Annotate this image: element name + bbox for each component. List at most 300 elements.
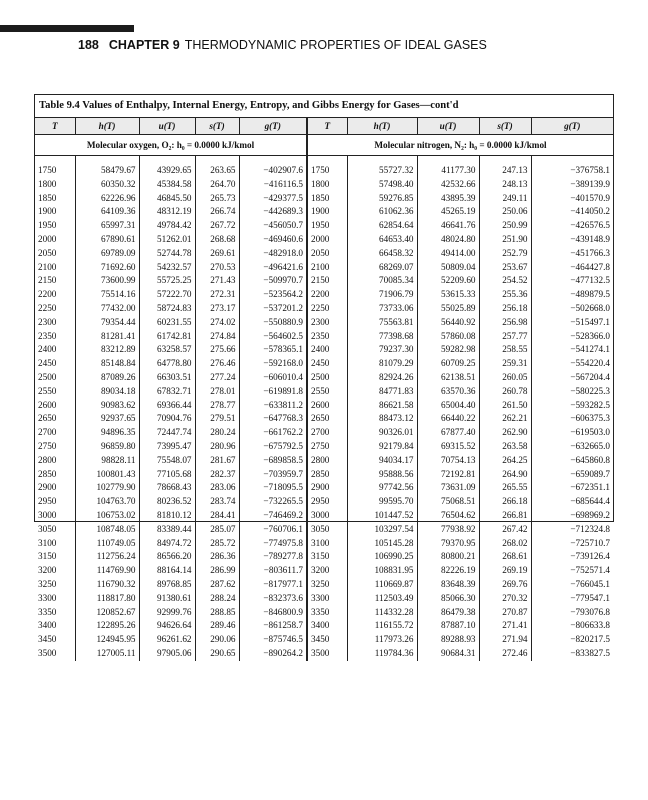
table-cell: 3400 (38, 620, 57, 631)
table-cell: 2750 (307, 440, 347, 454)
right-group-label: Molecular nitrogen, N₂: h₀ = 0.0000 kJ/kmol (307, 135, 613, 156)
table-cell: 286.99 (195, 564, 239, 578)
table-cell: 263.58 (479, 440, 531, 454)
table-cell: 101447.52 (347, 509, 417, 523)
table-cell: 87887.10 (417, 619, 479, 633)
table-cell: 2000 (307, 233, 347, 247)
table-cell: −593282.5 (531, 399, 613, 413)
table-cell: 3100 (38, 537, 57, 548)
table-cell: 49784.42 (139, 219, 195, 233)
table-cell: 86621.58 (347, 399, 417, 413)
table-cell: 251.90 (479, 233, 531, 247)
table-cell: −789277.8 (239, 550, 307, 564)
table-cell: 290.65 (195, 647, 239, 661)
table-cell: −703959.7 (239, 468, 307, 482)
table-cell: 79354.44 (75, 316, 139, 330)
table-cell: 271.41 (479, 619, 531, 633)
table-cell: 92999.76 (139, 606, 195, 620)
table-cell: −496421.6 (239, 261, 307, 275)
table-cell: 2850 (307, 468, 347, 482)
table-cell: 73733.06 (347, 302, 417, 316)
table-cell: −647768.3 (239, 412, 307, 426)
table-row (35, 357, 613, 371)
table-cell: 2650 (38, 413, 57, 424)
table-cell: 3000 (307, 509, 347, 523)
table-cell: 68269.07 (347, 261, 417, 275)
table-cell: −766045.1 (531, 578, 613, 592)
table-cell: 270.87 (479, 606, 531, 620)
table-cell: 280.96 (195, 440, 239, 454)
table-cell: 3400 (307, 619, 347, 633)
table-cell: 96261.62 (139, 633, 195, 647)
table-cell: −820217.5 (531, 633, 613, 647)
table-cell: 46845.50 (139, 192, 195, 206)
table-cell: 90326.01 (347, 426, 417, 440)
table-cell: 1950 (38, 220, 57, 231)
table-cell: 2400 (307, 343, 347, 357)
table-cell: 59282.98 (417, 343, 479, 357)
table-cell: 92937.65 (75, 412, 139, 426)
table-cell: 79370.95 (417, 537, 479, 551)
table-cell: 90684.31 (417, 647, 479, 661)
table-cell: 63258.57 (139, 343, 195, 357)
table-row (35, 606, 613, 620)
table-cell: 271.94 (479, 633, 531, 647)
table-cell: 2950 (38, 496, 57, 507)
table-cell: 110669.87 (347, 578, 417, 592)
table-cell: 95888.56 (347, 468, 417, 482)
table-cell: −817977.1 (239, 578, 307, 592)
table-cell: 89034.18 (75, 385, 139, 399)
column-header: h(T) (75, 118, 139, 135)
table-cell: −746469.2 (239, 509, 307, 523)
table-cell: −890264.2 (239, 647, 307, 661)
table-cell: 57222.70 (139, 288, 195, 302)
table-cell: −402907.6 (239, 164, 307, 178)
table-cell: 3300 (38, 592, 57, 603)
table-cell: 272.31 (195, 288, 239, 302)
table-cell: 88164.14 (139, 564, 195, 578)
table-cell: 104763.70 (75, 495, 139, 509)
chapter-title: THERMODYNAMIC PROPERTIES OF IDEAL GASES (184, 38, 487, 52)
table-row (35, 509, 613, 523)
table-cell: 279.51 (195, 412, 239, 426)
table-cell: 2550 (307, 385, 347, 399)
table-cell: −567204.4 (531, 371, 613, 385)
table-cell: 264.70 (195, 178, 239, 192)
table-row (35, 523, 613, 537)
table-cell: 43895.39 (417, 192, 479, 206)
table-cell: 122895.26 (75, 619, 139, 633)
table-cell: 248.13 (479, 178, 531, 192)
table-cell: 51262.01 (139, 233, 195, 247)
table-cell: 288.85 (195, 606, 239, 620)
table-cell: 85148.84 (75, 357, 139, 371)
table-row (35, 219, 613, 233)
table-cell: 79237.30 (347, 343, 417, 357)
table-cell: −401570.9 (531, 192, 613, 206)
table-cell: 99595.70 (347, 495, 417, 509)
table-cell: 2500 (38, 371, 57, 382)
table-cell: 260.05 (479, 371, 531, 385)
table-row (35, 261, 613, 275)
table-cell: 86479.38 (417, 606, 479, 620)
table-cell: 2100 (38, 261, 57, 272)
table-cell: 97905.06 (139, 647, 195, 661)
table-cell: 3250 (307, 578, 347, 592)
table-caption: Table 9.4 Values of Enthalpy, Internal Energy, Entropy, and Gibbs Energy for Gases—cont'd (39, 100, 459, 111)
table-cell: 3300 (307, 592, 347, 606)
table-cell: 118817.80 (75, 592, 139, 606)
table-cell: 117973.26 (347, 633, 417, 647)
table-cell: 83389.44 (139, 523, 195, 537)
table-cell: 282.37 (195, 468, 239, 482)
table-cell: −619891.8 (239, 385, 307, 399)
table-cell: 2600 (38, 399, 57, 410)
table-row (35, 302, 613, 316)
table-cell: −482918.0 (239, 247, 307, 261)
column-header: u(T) (417, 118, 479, 135)
table-row (35, 495, 613, 509)
table-cell: 119784.36 (347, 647, 417, 661)
table-row (35, 164, 613, 178)
table-cell: 66303.51 (139, 371, 195, 385)
table-cell: 85066.30 (417, 592, 479, 606)
table-cell: 108831.95 (347, 564, 417, 578)
table-cell: −661762.2 (239, 426, 307, 440)
column-header: T (307, 118, 347, 135)
table-row (35, 578, 613, 592)
table-cell: 269.19 (479, 564, 531, 578)
table-cell: 263.65 (195, 164, 239, 178)
table-cell: 108748.05 (75, 523, 139, 537)
table-cell: 271.43 (195, 274, 239, 288)
table-cell: 80800.21 (417, 550, 479, 564)
table-cell: 276.46 (195, 357, 239, 371)
table-cell: 2750 (38, 440, 57, 451)
table-cell: 92179.84 (347, 440, 417, 454)
table-cell: −779547.1 (531, 592, 613, 606)
table-cell: −414050.2 (531, 205, 613, 219)
running-header (78, 38, 487, 52)
table-cell: −537201.2 (239, 302, 307, 316)
table-cell: 2900 (38, 482, 57, 493)
table-cell: 259.31 (479, 357, 531, 371)
table-row (35, 247, 613, 261)
table-cell: 266.18 (479, 495, 531, 509)
table-cell: 264.25 (479, 454, 531, 468)
table-cell: 65997.31 (75, 219, 139, 233)
table-cell: 72192.81 (417, 468, 479, 482)
table-cell: 98828.11 (75, 454, 139, 468)
table-cell: 2300 (38, 316, 57, 327)
table-cell: 70904.76 (139, 412, 195, 426)
table-cell: 274.02 (195, 316, 239, 330)
table-cell: 287.62 (195, 578, 239, 592)
table-cell: −806633.8 (531, 619, 613, 633)
table-cell: −606375.3 (531, 412, 613, 426)
table-cell: 70085.34 (347, 274, 417, 288)
table-cell: 262.21 (479, 412, 531, 426)
table-cell: 3500 (38, 647, 57, 658)
column-header: g(T) (531, 118, 613, 135)
table-cell: 257.77 (479, 330, 531, 344)
table-cell: 69366.44 (139, 399, 195, 413)
table-cell: 283.06 (195, 481, 239, 495)
table-cell: 82226.19 (417, 564, 479, 578)
table-cell: −632665.0 (531, 440, 613, 454)
table-cell: 75068.51 (417, 495, 479, 509)
table-cell: 97742.56 (347, 481, 417, 495)
table-cell: 59276.85 (347, 192, 417, 206)
table-cell: 105145.28 (347, 537, 417, 551)
table-cell: 3050 (38, 523, 57, 534)
table-cell: 83212.89 (75, 343, 139, 357)
table-cell: 1900 (307, 205, 347, 219)
table-cell: 81810.12 (139, 509, 195, 523)
table-cell: −833827.5 (531, 647, 613, 661)
table-cell: −832373.6 (239, 592, 307, 606)
table-cell: 1950 (307, 219, 347, 233)
table-cell: 253.67 (479, 261, 531, 275)
table-cell: 86566.20 (139, 550, 195, 564)
table-cell: 261.50 (479, 399, 531, 413)
table-cell: −803611.7 (239, 564, 307, 578)
column-header: s(T) (195, 118, 239, 135)
table-cell: 91380.61 (139, 592, 195, 606)
table-cell: 270.53 (195, 261, 239, 275)
table-cell: 2850 (38, 468, 57, 479)
table-cell: 69789.09 (75, 247, 139, 261)
table-cell: 268.61 (479, 550, 531, 564)
table-cell: 58724.83 (139, 302, 195, 316)
table-cell: −689858.5 (239, 454, 307, 468)
table-cell: 114332.28 (347, 606, 417, 620)
table-cell: 52209.60 (417, 274, 479, 288)
table-cell: −456050.7 (239, 219, 307, 233)
table-cell: 3350 (38, 606, 57, 617)
table-cell: 272.46 (479, 647, 531, 661)
table-cell: 73600.99 (75, 274, 139, 288)
table-cell: −619503.0 (531, 426, 613, 440)
table-cell: 1750 (38, 165, 57, 175)
table-row (35, 399, 613, 413)
table-cell: 2050 (307, 247, 347, 261)
table-cell: 67877.40 (417, 426, 479, 440)
column-header: u(T) (139, 118, 195, 135)
table-cell: 2800 (38, 454, 57, 465)
table-cell: −606010.4 (239, 371, 307, 385)
table-cell: 84771.83 (347, 385, 417, 399)
table-cell: 3450 (38, 634, 57, 645)
page-number: 188 (78, 38, 99, 52)
table-cell: 285.07 (195, 523, 239, 537)
table-cell: 2250 (38, 302, 57, 313)
table-cell: 70754.13 (417, 454, 479, 468)
table-row (35, 619, 613, 633)
table-cell: 73631.09 (417, 481, 479, 495)
table-cell: 2250 (307, 302, 347, 316)
table-cell: −732265.5 (239, 495, 307, 509)
table-cell: 2200 (307, 288, 347, 302)
group-header-row (35, 135, 613, 156)
table-cell: 268.68 (195, 233, 239, 247)
table-cell: 277.24 (195, 371, 239, 385)
table-frame (34, 94, 614, 658)
table-cell: 83648.39 (417, 578, 479, 592)
table-row (35, 288, 613, 302)
table-row (35, 233, 613, 247)
table-cell: −752571.4 (531, 564, 613, 578)
table-cell: 127005.11 (75, 647, 139, 661)
table-row (35, 468, 613, 482)
table-cell: 2500 (307, 371, 347, 385)
table-cell: 270.32 (479, 592, 531, 606)
table-cell: 3450 (307, 633, 347, 647)
table-cell: 71692.60 (75, 261, 139, 275)
table-cell: 283.74 (195, 495, 239, 509)
table-row (35, 537, 613, 551)
table-cell: 2000 (38, 233, 57, 244)
table-cell: 75548.07 (139, 454, 195, 468)
table-cell: 57498.40 (347, 178, 417, 192)
table-cell: 3050 (307, 523, 347, 537)
table-row (35, 426, 613, 440)
table-cell: 3000 (38, 509, 57, 520)
table-cell: −685644.4 (531, 495, 613, 509)
table-cell: 100801.43 (75, 468, 139, 482)
table-cell: 102779.90 (75, 481, 139, 495)
table-cell: −861258.7 (239, 619, 307, 633)
table-cell: 2150 (307, 274, 347, 288)
chapter-label: CHAPTER 9 (108, 38, 180, 52)
table-cell: 3100 (307, 537, 347, 551)
column-header: T (35, 118, 75, 135)
table-cell: −645860.8 (531, 454, 613, 468)
table-cell: 55025.89 (417, 302, 479, 316)
table-cell: 2400 (38, 344, 57, 355)
table-cell: 285.72 (195, 537, 239, 551)
table-cell: 2450 (38, 358, 57, 369)
table-cell: −846800.9 (239, 606, 307, 620)
table-cell: 45265.19 (417, 205, 479, 219)
table-cell: 62138.51 (417, 371, 479, 385)
table-cell: 54232.57 (139, 261, 195, 275)
table-cell: 3200 (38, 565, 57, 576)
table-row (35, 343, 613, 357)
table-cell: 264.90 (479, 468, 531, 482)
table-cell: 1800 (38, 178, 57, 189)
table-cell: −451766.3 (531, 247, 613, 261)
table-cell: 63570.36 (417, 385, 479, 399)
table-cell: 1900 (38, 206, 57, 217)
table-cell: −675792.5 (239, 440, 307, 454)
table-cell: 110749.05 (75, 537, 139, 551)
table-cell: −489879.5 (531, 288, 613, 302)
table-cell: 77105.68 (139, 468, 195, 482)
table-cell: 3350 (307, 606, 347, 620)
table-cell: 274.84 (195, 330, 239, 344)
table-cell: 65004.40 (417, 399, 479, 413)
table-cell: 62854.64 (347, 219, 417, 233)
spacer-row (35, 156, 613, 165)
table-cell: 278.77 (195, 399, 239, 413)
table-cell: 3150 (38, 551, 57, 562)
table-cell: 45384.58 (139, 178, 195, 192)
table-cell: 69315.52 (417, 440, 479, 454)
column-header: s(T) (479, 118, 531, 135)
table-cell: 60231.55 (139, 316, 195, 330)
table-cell: 254.52 (479, 274, 531, 288)
table-cell: 267.72 (195, 219, 239, 233)
table-cell: −578365.1 (239, 343, 307, 357)
table-cell: 77938.92 (417, 523, 479, 537)
table-cell: 90983.62 (75, 399, 139, 413)
table-cell: −469460.6 (239, 233, 307, 247)
table-cell: 81281.41 (75, 330, 139, 344)
table-cell: 53615.33 (417, 288, 479, 302)
table-cell: 66440.22 (417, 412, 479, 426)
table-cell: −712324.8 (531, 523, 613, 537)
table-cell: 265.55 (479, 481, 531, 495)
table-cell: 61062.36 (347, 205, 417, 219)
table-cell: 2150 (38, 275, 57, 286)
table-cell: −793076.8 (531, 606, 613, 620)
table-row (35, 330, 613, 344)
data-table (35, 117, 613, 661)
table-cell: 2650 (307, 412, 347, 426)
table-row (35, 371, 613, 385)
table-cell: 106753.02 (75, 509, 139, 523)
table-cell: −672351.1 (531, 481, 613, 495)
table-cell: −509970.7 (239, 274, 307, 288)
table-cell: 56440.92 (417, 316, 479, 330)
table-cell: 2200 (38, 289, 57, 300)
table-cell: 1800 (307, 178, 347, 192)
table-cell: 2700 (38, 427, 57, 438)
table-cell: 2700 (307, 426, 347, 440)
table-row (35, 274, 613, 288)
table-row (35, 592, 613, 606)
table-cell: 1750 (307, 164, 347, 178)
table-cell: 1850 (307, 192, 347, 206)
table-cell: 2100 (307, 261, 347, 275)
table-row (35, 178, 613, 192)
table-cell: 72447.74 (139, 426, 195, 440)
table-cell: −760706.1 (239, 523, 307, 537)
table-cell: 2450 (307, 357, 347, 371)
table-cell: −554220.4 (531, 357, 613, 371)
table-cell: 67890.61 (75, 233, 139, 247)
table-cell: 57860.08 (417, 330, 479, 344)
table-cell: 116790.32 (75, 578, 139, 592)
table-cell: 2350 (38, 330, 57, 341)
table-cell: 3200 (307, 564, 347, 578)
table-row (35, 316, 613, 330)
table-cell: 290.06 (195, 633, 239, 647)
table-cell: 84974.72 (139, 537, 195, 551)
table-cell: −550880.9 (239, 316, 307, 330)
table-row (35, 385, 613, 399)
table-cell: 281.67 (195, 454, 239, 468)
table-cell: 3150 (307, 550, 347, 564)
table-cell: −442689.3 (239, 205, 307, 219)
table-cell: −698969.2 (531, 509, 613, 523)
table-row (35, 633, 613, 647)
table-cell: 89768.85 (139, 578, 195, 592)
table-cell: 249.11 (479, 192, 531, 206)
table-cell: 103297.54 (347, 523, 417, 537)
